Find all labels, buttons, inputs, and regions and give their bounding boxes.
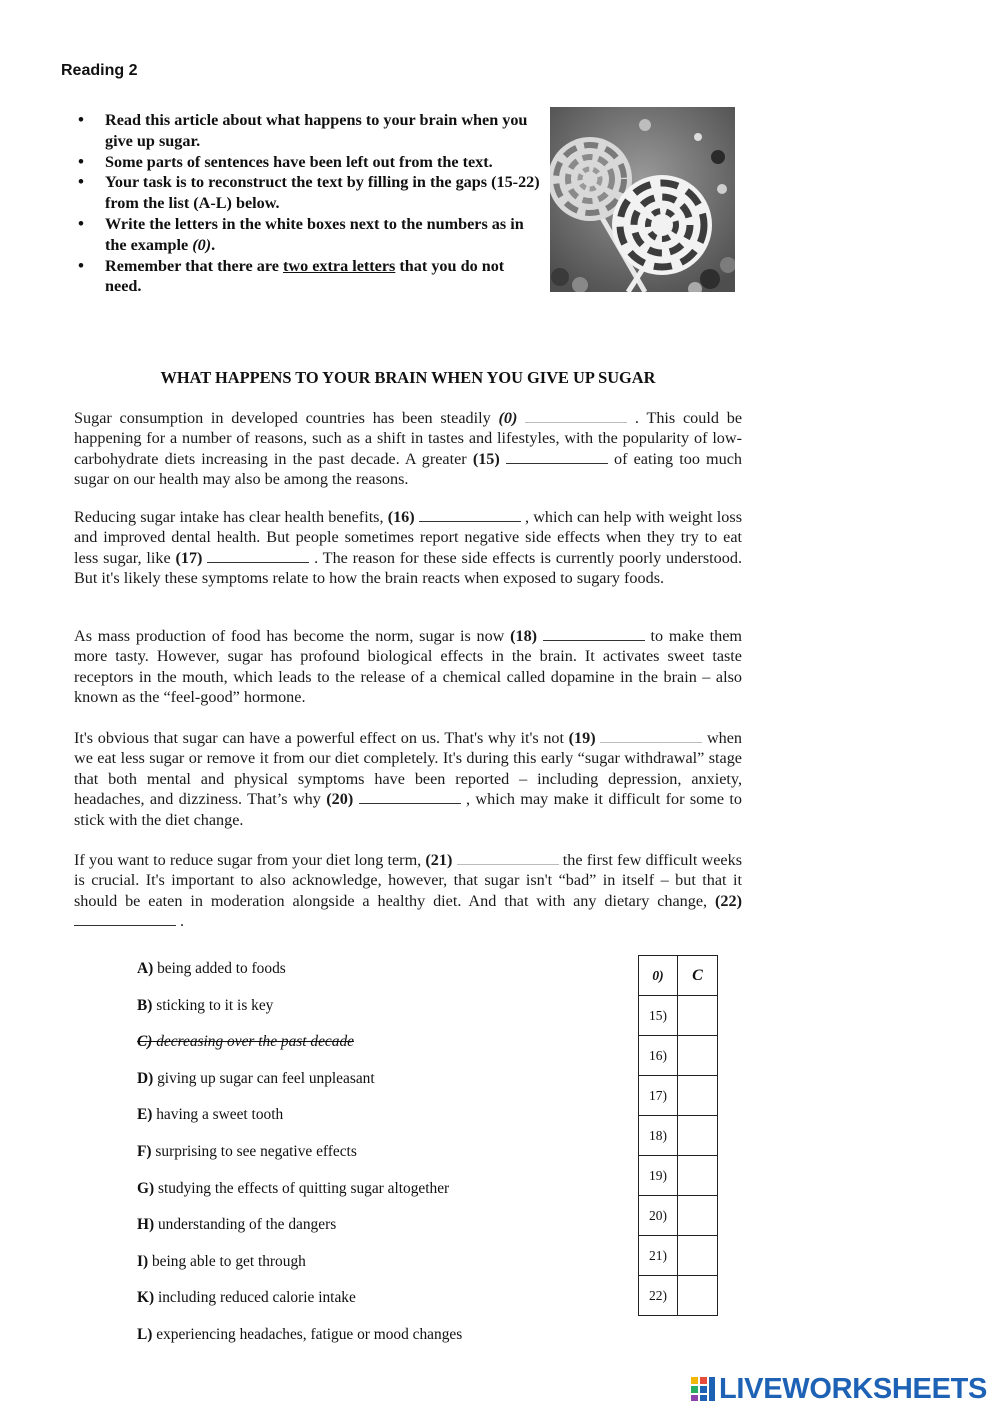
- answer-box[interactable]: [678, 1156, 718, 1196]
- answer-row: [639, 996, 718, 1036]
- option-item: I) being able to get through: [137, 1252, 306, 1270]
- instruction-item: • Remember that there are two extra letters that you do not need.: [78, 256, 540, 298]
- answer-box[interactable]: [678, 1036, 718, 1076]
- answer-number: 18): [639, 1116, 678, 1156]
- liveworksheets-logo-icon: [690, 1376, 716, 1402]
- answer-number: 20): [639, 1196, 678, 1236]
- answer-number: 17): [639, 1076, 678, 1116]
- lollipop-photo: [550, 107, 735, 292]
- instruction-item: • Some parts of sentences have been left out from the text.: [78, 152, 540, 173]
- article-paragraph: Sugar consumption in developed countries has been steadily (0) . This could be happening for a number of reasons, such as a shift in tastes and lifestyles, with the popularity of low-carbohydrate diets increasing in the past decade. A greater (15) of eating too much sugar on our health may also be among the reasons.: [74, 409, 743, 489]
- article-paragraph: If you want to reduce sugar from your diet long term, (21) the first few difficult weeks is crucial. It's important to also acknowledge, however, that sugar isn't “bad” in itself – but that it should be eaten in moderation alongside a healthy diet. And that with any dietary change, (22) .: [74, 851, 743, 931]
- option-item: K) including reduced calorie intake: [137, 1289, 356, 1307]
- answer-box: C: [678, 956, 718, 996]
- section-label: Reading 2: [61, 62, 138, 79]
- answer-row: [639, 1116, 718, 1156]
- answer-box[interactable]: [678, 1276, 718, 1316]
- lollipop-illustration: [550, 107, 735, 292]
- answer-number: 0): [639, 956, 678, 996]
- instruction-item: • Read this article about what happens to your brain when you give up sugar.: [78, 110, 540, 152]
- gap-blank: [543, 627, 645, 641]
- article-paragraph: As mass production of food has become the norm, sugar is now (18) to make them more tasty. However, sugar has profound biological effects in the brain. It activates sweet taste receptors in the mouth, which leads to the release of a chemical called dopamine in the brain – also known as the “feel-good” hormone.: [74, 627, 743, 707]
- gap-blank: [457, 851, 559, 865]
- answer-box[interactable]: [678, 996, 718, 1036]
- option-item: B) sticking to it is key: [137, 996, 274, 1014]
- instruction-item: • Your task is to reconstruct the text by filling in the gaps (15-22) from the list (A-L) below.: [78, 172, 540, 214]
- answer-number: 15): [639, 996, 678, 1036]
- option-item: F) surprising to see negative effects: [137, 1142, 357, 1160]
- article-paragraph: Reducing sugar intake has clear health benefits, (16) , which can help with weight loss and improved dental health. But people sometimes report negative side effects when they try to eat less sugar, like (17) . The reason for these side effects is currently poorly understood. But it's likely these symptoms relate to how the brain reacts when exposed to sugary foods.: [74, 508, 743, 588]
- liveworksheets-wordmark: LIVEWORKSHEETS: [719, 1372, 988, 1405]
- instructions-list: [78, 110, 540, 297]
- option-item-example: C) decreasing over the past decade: [137, 1033, 354, 1051]
- gap-blank: [207, 549, 309, 563]
- answer-box[interactable]: [678, 1116, 718, 1156]
- answer-box[interactable]: [678, 1236, 718, 1276]
- gap-blank: [74, 912, 176, 926]
- answer-row-example: [639, 956, 718, 996]
- instruction-item: • Write the letters in the white boxes next to the numbers as in the example (0).: [78, 214, 540, 256]
- answer-box[interactable]: [678, 1196, 718, 1236]
- answer-table: [638, 955, 718, 1316]
- answer-row: [639, 1156, 718, 1196]
- gap-blank: [419, 508, 521, 522]
- gap-blank: [525, 409, 627, 423]
- answer-number: 19): [639, 1156, 678, 1196]
- answer-number: 21): [639, 1236, 678, 1276]
- option-item: L) experiencing headaches, fatigue or mood changes: [137, 1325, 463, 1343]
- option-item: E) having a sweet tooth: [137, 1106, 284, 1124]
- option-item: D) giving up sugar can feel unpleasant: [137, 1069, 375, 1087]
- answer-row: [639, 1036, 718, 1076]
- answer-box[interactable]: [678, 1076, 718, 1116]
- options-list: [137, 958, 577, 1361]
- article-title: WHAT HAPPENS TO YOUR BRAIN WHEN YOU GIVE UP SUGAR: [160, 368, 656, 387]
- option-item: G) studying the effects of quitting sugar altogether: [137, 1179, 450, 1197]
- article-paragraph: It's obvious that sugar can have a powerful effect on us. That's why it's not (19) when we eat less sugar or remove it from our diet completely. It's during this early “sugar withdrawal” stage that both mental and physical symptoms have been reported – including depression, anxiety, headaches, and dizziness. That’s why (20) , which may make it difficult for some to stick with the diet change.: [74, 729, 743, 829]
- answer-number: 22): [639, 1276, 678, 1316]
- gap-blank: [600, 729, 702, 743]
- liveworksheets-brand: [690, 1373, 987, 1405]
- answer-row: [639, 1196, 718, 1236]
- answer-row: [639, 1076, 718, 1116]
- option-item: A) being added to foods: [137, 960, 286, 977]
- answer-number: 16): [639, 1036, 678, 1076]
- gap-blank: [359, 790, 461, 804]
- answer-row: [639, 1236, 718, 1276]
- option-item: H) understanding of the dangers: [137, 1216, 337, 1234]
- answer-row: [639, 1276, 718, 1316]
- gap-blank: [506, 450, 608, 464]
